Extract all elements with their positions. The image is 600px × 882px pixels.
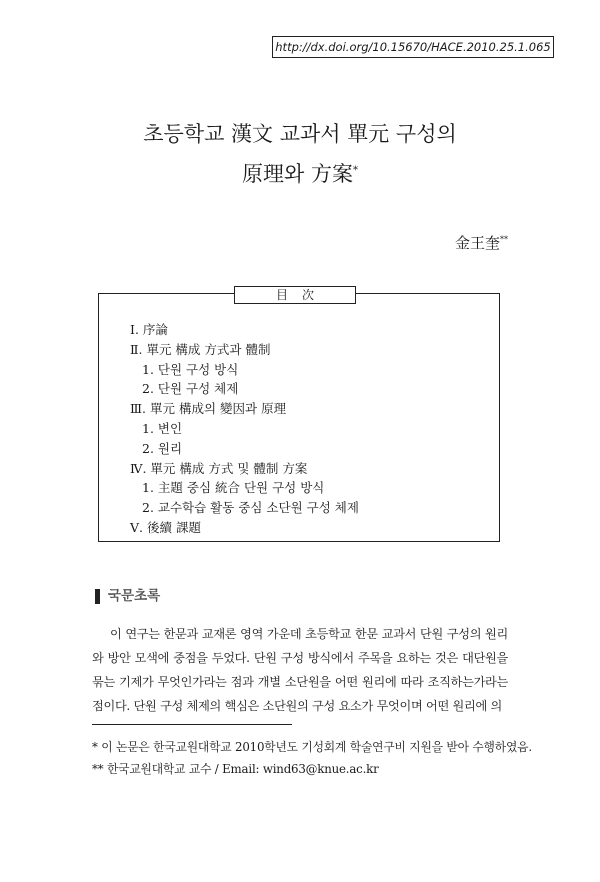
toc-list <box>130 320 359 538</box>
footnote-divider <box>92 724 292 725</box>
toc-heading: 目次 <box>234 286 356 304</box>
toc-subitem: 1. 단원 구성 방식 <box>142 361 239 377</box>
paper-title-text: 原理와 方案 <box>242 162 353 186</box>
toc-subitem: 1. 主題 중심 統合 단원 구성 방식 <box>142 480 325 496</box>
toc-subitem: 2. 원리 <box>142 440 183 456</box>
toc-item: Ⅴ. 後續 課題 <box>130 519 201 535</box>
author-footnote-mark: ** <box>500 235 508 244</box>
doi-link[interactable]: http://dx.doi.org/10.15670/HACE.2010.25.1.065 <box>272 36 554 58</box>
footnote-2: ** 한국교원대학교 교수 / Email: wind63@knue.ac.kr <box>92 762 379 776</box>
toc-subitem: 2. 단원 구성 체제 <box>142 381 239 397</box>
abstract-heading: 국문초록 <box>95 589 160 604</box>
author <box>455 232 508 253</box>
toc-item: Ⅳ. 單元 構成 方式 및 體制 方案 <box>130 460 308 476</box>
toc-subitem: 2. 교수학습 활동 중심 소단원 구성 체제 <box>142 500 359 516</box>
paper-title-line-1: 초등학교 漢文 교과서 單元 구성의 <box>143 122 457 146</box>
paper-title-line-2 <box>0 158 600 188</box>
title-footnote-mark: * <box>352 165 358 176</box>
toc-item: Ⅰ. 序論 <box>130 322 168 337</box>
toc-item: Ⅲ. 單元 構成의 變因과 原理 <box>130 401 287 417</box>
toc-subitem: 1. 변인 <box>142 420 183 436</box>
toc-item: Ⅱ. 單元 構成 方式과 體制 <box>130 341 271 357</box>
abstract-paragraph: 이 연구는 한문과 교재론 영역 가운데 초등학교 한문 교과서 단원 구성의 원리와 방안 모색에 중점을 두었다. 단원 구성 방식에서 주목을 요하는 것은 대단원을 묶는 기제가 무엇인가라는 점과 개별 소단원을 어떤 원리에 따라 조직하는가라는 점이다. 단원 구성 체제의 핵심은 소단원의 구성 요소가 무엇이며 어떤 원리에 의 <box>92 627 508 713</box>
author-name: 金王奎 <box>454 234 500 252</box>
footnote-1: * 이 논문은 한국교원대학교 2010학년도 기성회계 학술연구비 지원을 받아 수행하였음. <box>92 740 532 754</box>
